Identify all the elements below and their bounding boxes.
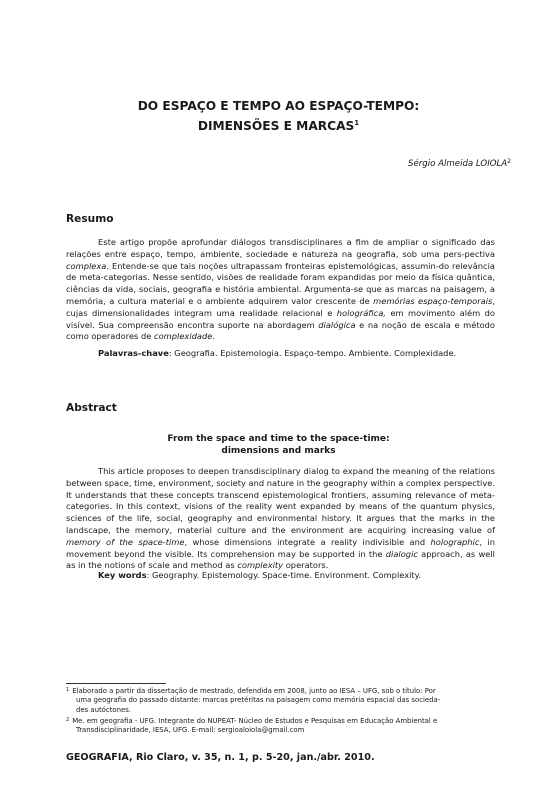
- abstract-em-1: memory of the space-time: [66, 536, 185, 547]
- resumo-paragraph: [66, 237, 495, 343]
- abstract-em-2: holographic: [430, 536, 480, 547]
- resumo-keywords: [98, 348, 498, 360]
- resumo-text-3: , cujas dimensionalidades integram uma realidade relacional e: [66, 295, 496, 318]
- abstract-text-4: approach, as well as in the notions of scale and method as: [66, 548, 495, 571]
- keywords-label: Palavras-chave: [98, 348, 169, 358]
- resumo-text-6: .: [212, 331, 216, 342]
- footnote-2-line-2: Transdisciplinaridade, IESA, UFG. E-mail: sergioaloiola@gmail.com: [76, 726, 305, 735]
- resumo-em-2: memórias espaço-temporais: [373, 295, 493, 306]
- title-line-1: DO ESPAÇO E TEMPO AO ESPAÇO-TEMPO:: [137, 99, 420, 113]
- resumo-em-3: holográfica,: [336, 307, 386, 318]
- footnote-2-mark: 2: [66, 717, 70, 723]
- abstract-em-4: complexity: [237, 560, 284, 571]
- abstract-em-3: dialogic: [385, 548, 418, 559]
- footnote-1-line-1: [66, 687, 436, 695]
- abstract-title: [0, 433, 557, 457]
- resumo-text-2: . Entende-se que tais noções ultrapassam fronteiras epistemológicas, assumin-do relevância de meta-categorias. Nesse sentido, visões de realidade foram expandidas por meio da física quântica, ciências da vida, sociais, geografia e história ambiental. Argumenta-se que as marcas na paisagem, a memória, a cultura material e o ambiente adquirem valor crescente de: [66, 260, 495, 306]
- footnote-2-text-1: Me. em geografia - UFG. Integrante do NUPEAT- Núcleo de Estudos e Pesquisas em Educação Ambiental e: [72, 717, 438, 725]
- resumo-em-4: dialógica: [318, 319, 356, 330]
- footnote-2-line-1: [66, 717, 437, 725]
- journal-citation: GEOGRAFIA, Rio Claro, v. 35, n. 1, p. 5-20, jan./abr. 2010.: [66, 752, 375, 763]
- footnote-1: [66, 686, 514, 715]
- footnote-1-text-1: Elaborado a partir da dissertação de mestrado, defendida em 2008, junto ao IESA – UFG, sob o título: Por: [72, 687, 436, 695]
- keywords-list: : Geography. Epistemology. Space-time. Environment. Complexity.: [146, 570, 422, 580]
- footnote-divider: [66, 683, 166, 684]
- footnote-2: [66, 716, 514, 736]
- keywords-label: Key words: [98, 570, 147, 580]
- abstract-paragraph: [66, 466, 495, 572]
- title-line-2-text: DIMENSÕES E MARCAS: [197, 119, 355, 133]
- footnote-1-mark: 1: [66, 687, 70, 693]
- footnote-1-line-3: des autóctones.: [76, 705, 131, 714]
- abstract-title-line-1: From the space and time to the space-time:: [167, 434, 390, 444]
- resumo-text-4: em movimento além do visível. Sua compreensão encontra suporte na abordagem: [66, 307, 495, 330]
- footnote-1-line-2: uma geografia do passado distante: marcas pretéritas na paisagem como memória espacial das socieda-: [76, 696, 441, 705]
- title-line-2: [0, 115, 557, 135]
- resumo-em-5: complexidade: [154, 331, 213, 342]
- author-name: [408, 158, 511, 169]
- abstract-text-2: , whose dimensions integrate a reality indivisible and: [184, 536, 431, 547]
- author-name-text: Sérgio Almeida LOIOLA: [408, 159, 508, 169]
- resumo-text-1: Este artigo propõe aprofundar diálogos transdisciplinares a fim de ampliar o significado das relações entre espaço, tempo, ambiente, sociedade e natureza na geografia, sob uma pers-pectiva: [66, 237, 495, 259]
- abstract-text-3: , in movement beyond the visible. Its comprehension may be supported in the: [66, 536, 495, 559]
- abstract-text-5: operators.: [283, 560, 329, 571]
- abstract-heading: Abstract: [66, 402, 117, 414]
- abstract-keywords: [98, 570, 498, 582]
- abstract-text-1: This article proposes to deepen transdisciplinary dialog to expand the meaning of the relations between space, time, environment, society and nature in the geography within a complex perspective. It understands that these concepts transcend epistemological frontiers, assuming relevance of meta-categories. In this context, visions of the reality went expanded by means of the quantum physics, sciences of the life, social, geography and environmental history. It argues that the marks in the landscape, the memory, material culture and the environment are acquiring increasing value of: [66, 466, 495, 535]
- resumo-em-1: complexa: [66, 260, 107, 271]
- resumo-heading: Resumo: [66, 213, 114, 225]
- article-title: [0, 98, 557, 135]
- title-footnote-mark[interactable]: 1: [354, 119, 360, 127]
- resumo-text-5: e na noção de escala e método como operadores de: [66, 319, 496, 342]
- abstract-title-line-2: dimensions and marks: [221, 446, 336, 456]
- keywords-list: : Geografia. Epistemologia. Espaço-tempo. Ambiente. Complexidade.: [168, 348, 457, 358]
- author-footnote-mark[interactable]: 2: [507, 158, 511, 165]
